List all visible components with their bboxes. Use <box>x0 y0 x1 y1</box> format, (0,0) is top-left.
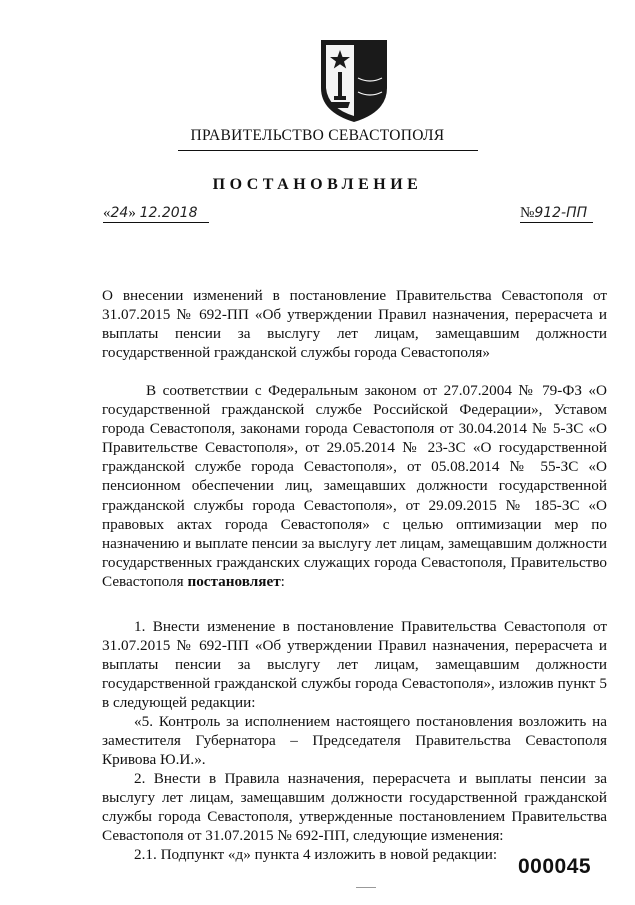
document-number <box>520 205 593 223</box>
date-line <box>103 205 209 223</box>
document-subject: О внесении изменений в постановление Правительства Севастополя от 31.07.2015 № 692-ПП «Об утверждении Правил назначения, перерасчета и выплаты пенсии за выслугу лет лицам, замещавшим должности государственной гражданской службы города Севастополя» <box>102 287 607 361</box>
paragraph-item-2-1: 2.1. Подпункт «д» пункта 4 изложить в новой редакции: <box>134 846 498 863</box>
number-value: 912-ПП <box>534 205 588 221</box>
date-close-quote: » <box>128 205 136 221</box>
decision-word: постановляет <box>187 572 281 590</box>
coat-of-arms-icon <box>318 38 390 124</box>
document-date <box>103 205 209 223</box>
preamble <box>102 381 607 591</box>
preamble-text: В соответствии с Федеральным законом от 27.07.2004 № 79-ФЗ «О государственной гражданской службе Российской Федерации», Уставом города Севастополя, законами города Севастополя от 30.04.2014 № 5-ЗС «О Правительстве Севастополя», от 29.05.2014 № 23-ЗС «О государственной гражданской службе города Севастополя», от 05.08.2014 № 55-ЗС «О пенсионном обеспечении лиц, замещавших должности государственной гражданской службы города Севастополя», от 29.09.2015 № 185-ЗС «О правовых актах города Севастополя» с целью оптимизации мер по назначению и выплате пенсии за выслугу лет лицам, замещавшим должности государственных гражданских служащих города Севастополя, Правительство Севастополя <box>102 382 607 590</box>
header-rule <box>178 150 478 151</box>
decision-colon: : <box>280 572 285 590</box>
document-type: ПОСТАНОВЛЕНИЕ <box>212 176 423 193</box>
date-rest: 12.2018 <box>139 205 198 221</box>
date-open-quote: « <box>103 205 111 221</box>
organization-name: ПРАВИТЕЛЬСТВО СЕВАСТОПОЛЯ <box>190 127 445 144</box>
date-day: 24 <box>110 205 129 221</box>
page-footer-mark <box>356 887 376 896</box>
document-body <box>102 617 607 864</box>
number-sign: № <box>520 205 535 221</box>
paragraph-item-1: 1. Внести изменение в постановление Правительства Севастополя от 31.07.2015 № 692-ПП «Об утверждении Правил назначения, перерасчета и выплаты пенсии за выслугу лет лицам, замещавшим должности государственной гражданской службы города Севастополя», изложив пункт 5 в следующей редакции: <box>102 618 607 711</box>
number-line <box>520 205 593 223</box>
page-code: 000045 <box>518 855 592 878</box>
paragraph-quoted-item-5: «5. Контроль за исполнением настоящего постановления возложить на заместителя Губернатора – Председателя Правительства Севастополя Кривова Ю.И.». <box>102 713 607 768</box>
paragraph-item-2: 2. Внести в Правила назначения, перерасчета и выплаты пенсии за выслугу лет лицам, замещавшим должности государственной гражданской службы города Севастополя, утвержденные постановлением Правительства Севастополя от 31.07.2015 № 692-ПП, следующие изменения: <box>102 770 607 844</box>
